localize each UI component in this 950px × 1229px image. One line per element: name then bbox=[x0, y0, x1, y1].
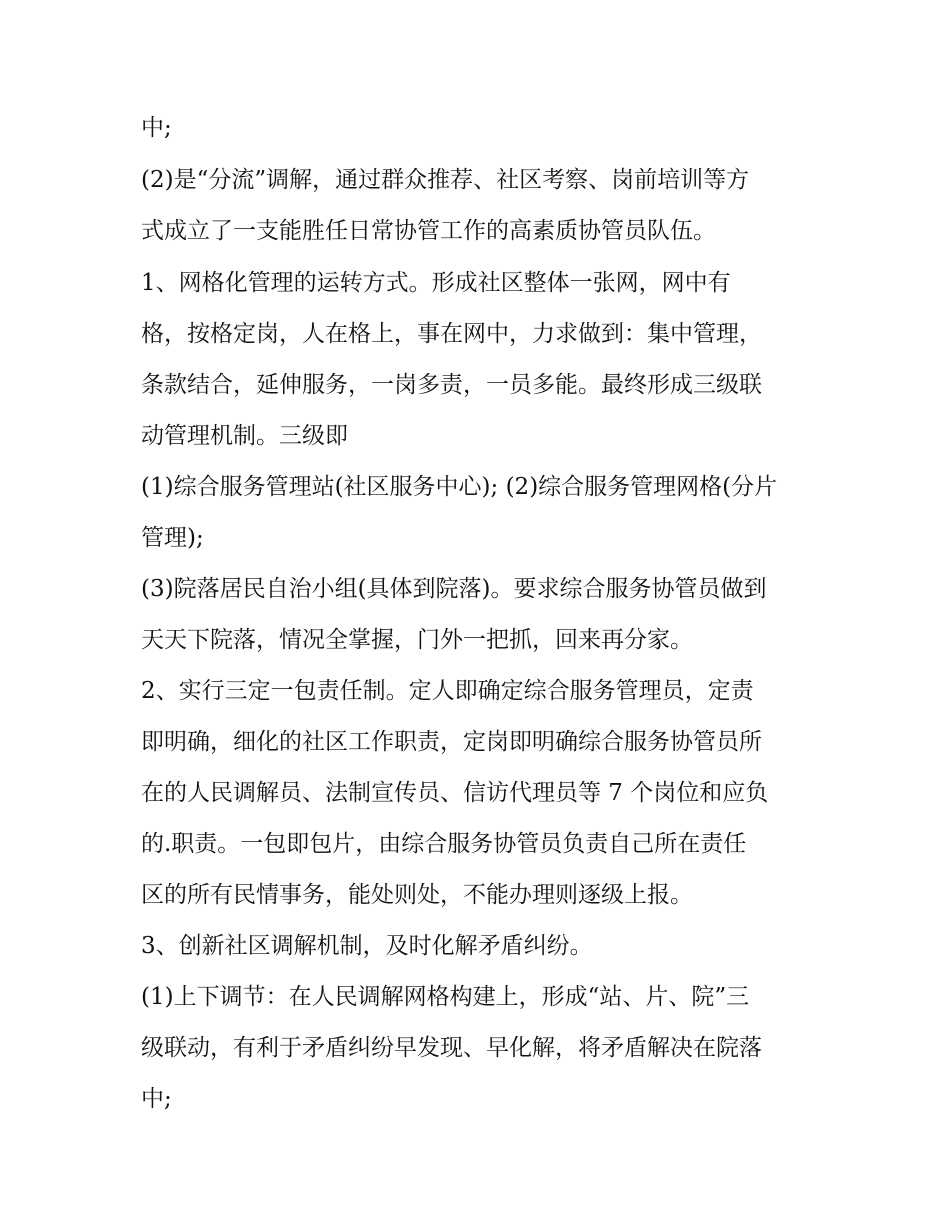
text-line: 中; bbox=[141, 115, 172, 141]
text-line: 管理); bbox=[141, 525, 204, 551]
text-line: 中; bbox=[141, 1086, 172, 1112]
text-line: 的.职责。一包即包片，由综合服务协管员负责自己所在责任 bbox=[141, 831, 747, 857]
text-line: 在的人民调解员、法制宣传员、信访代理员等 7 个岗位和应负 bbox=[141, 780, 769, 806]
text-line: (1)上下调节：在人民调解网格构建上，形成“站、片、院”三 bbox=[141, 984, 750, 1010]
text-line: 3、创新社区调解机制，及时化解矛盾纠纷。 bbox=[141, 933, 593, 959]
text-line: 1、网格化管理的运转方式。形成社区整体一张网，网中有 bbox=[141, 270, 731, 296]
text-line: 级联动，有利于矛盾纠纷早发现、早化解，将矛盾解决在院落 bbox=[141, 1035, 762, 1061]
text-line: 格，按格定岗，人在格上，事在网中，力求做到：集中管理， bbox=[141, 321, 762, 347]
text-line: 式成立了一支能胜任日常协管工作的高素质协管员队伍。 bbox=[141, 218, 716, 244]
text-line: 2、实行三定一包责任制。定人即确定综合服务管理员，定责 bbox=[141, 678, 754, 704]
text-line: (1)综合服务管理站(社区服务中心); (2)综合服务管理网格(分片 bbox=[141, 474, 778, 500]
text-line: 条款结合，延伸服务，一岗多责，一员多能。最终形成三级联 bbox=[141, 372, 762, 398]
text-line: (3)院落居民自治小组(具体到院落)。要求综合服务协管员做到 bbox=[141, 576, 767, 602]
text-line: (2)是“分流”调解，通过群众推荐、社区考察、岗前培训等方 bbox=[141, 167, 750, 193]
text-line: 动管理机制。三级即 bbox=[141, 423, 348, 449]
text-line: 天天下院落，情况全掌握，门外一把抓，回来再分家。 bbox=[141, 627, 693, 653]
text-line: 即明确，细化的社区工作职责，定岗即明确综合服务协管员所 bbox=[141, 729, 762, 755]
text-line: 区的所有民情事务，能处则处，不能办理则逐级上报。 bbox=[141, 882, 693, 908]
